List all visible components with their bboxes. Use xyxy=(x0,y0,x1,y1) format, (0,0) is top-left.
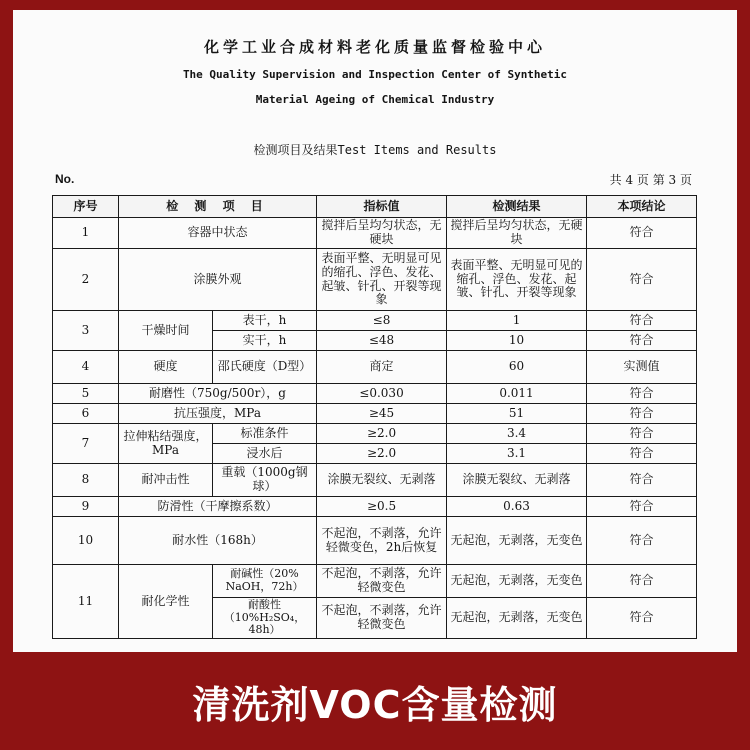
cell-result: 无起泡，无剥落，无变色 xyxy=(447,598,587,639)
cell-result: 0.63 xyxy=(447,497,587,517)
cell-conclusion: 符合 xyxy=(587,218,697,249)
header-title-en-line1: The Quality Supervision and Inspection Center of Synthetic xyxy=(182,68,568,81)
cell-conclusion: 符合 xyxy=(587,424,697,444)
table-row xyxy=(53,517,697,565)
cell-result: 51 xyxy=(447,404,587,424)
cell-item: 耐化学性 xyxy=(119,565,213,639)
page-info: 共 4 页 第 3 页 xyxy=(609,173,692,187)
cell-result: 3.1 xyxy=(447,444,587,464)
cell-result: 1 xyxy=(447,311,587,331)
bottom-banner xyxy=(0,652,750,750)
header-item: 检 测 项 目 xyxy=(119,196,317,218)
cell-spec: 搅拌后呈均匀状态，无硬块 xyxy=(317,218,447,249)
table-row xyxy=(53,351,697,384)
banner-title: 清洗剂VOC含量检测 xyxy=(192,682,558,727)
cell-spec: ≤0.030 xyxy=(317,384,447,404)
results-subtitle: 检测项目及结果Test Items and Results xyxy=(253,143,497,157)
cell-no: 9 xyxy=(53,497,119,517)
cell-no: 11 xyxy=(53,565,119,639)
cell-spec: 表面平整、无明显可见的缩孔、浮色、发花、起皱、针孔、开裂等现象 xyxy=(317,249,447,311)
cell-result: 搅拌后呈均匀状态，无硬块 xyxy=(447,218,587,249)
header-conclusion: 本项结论 xyxy=(587,196,697,218)
cell-no: 2 xyxy=(53,249,119,311)
cell-conclusion: 符合 xyxy=(587,598,697,639)
cell-item: 硬度 xyxy=(119,351,213,384)
cell-spec: ≤8 xyxy=(317,311,447,331)
cell-result: 无起泡，无剥落，无变色 xyxy=(447,517,587,565)
header-no: 序号 xyxy=(53,196,119,218)
frame-right xyxy=(737,0,750,652)
cell-item: 容器中状态 xyxy=(119,218,317,249)
cell-spec: ≥45 xyxy=(317,404,447,424)
cell-conclusion: 实测值 xyxy=(587,351,697,384)
cell-conclusion: 符合 xyxy=(587,404,697,424)
cell-spec: 涂膜无裂纹、无剥落 xyxy=(317,464,447,497)
cell-no: 3 xyxy=(53,311,119,351)
cell-item: 抗压强度，MPa xyxy=(119,404,317,424)
cell-subitem: 浸水后 xyxy=(213,444,317,464)
cell-no: 10 xyxy=(53,517,119,565)
cell-no: 4 xyxy=(53,351,119,384)
cell-spec: 不起泡，不剥落，允许轻微变色，2h后恢复 xyxy=(317,517,447,565)
cell-spec: 商定 xyxy=(317,351,447,384)
cell-spec: 不起泡，不剥落，允许轻微变色 xyxy=(317,598,447,639)
cell-subitem: 耐碱性（20% NaOH，72h） xyxy=(213,565,317,598)
cell-no: 7 xyxy=(53,424,119,464)
cell-item: 干燥时间 xyxy=(119,311,213,351)
cell-conclusion: 符合 xyxy=(587,249,697,311)
results-table xyxy=(52,195,697,639)
cell-subitem: 重载（1000g钢球） xyxy=(213,464,317,497)
cell-result: 无起泡，无剥落，无变色 xyxy=(447,565,587,598)
header-spec: 指标值 xyxy=(317,196,447,218)
table-row xyxy=(53,424,697,444)
cell-no: 6 xyxy=(53,404,119,424)
cell-result: 3.4 xyxy=(447,424,587,444)
table-row xyxy=(53,404,697,424)
cell-item: 拉伸粘结强度，MPa xyxy=(119,424,213,464)
document-page xyxy=(13,10,737,652)
table-header-row xyxy=(53,196,697,218)
cell-subitem: 耐酸性（10%H₂SO₄，48h） xyxy=(213,598,317,639)
cell-subitem: 表干，h xyxy=(213,311,317,331)
header-title-en-line2: Material Ageing of Chemical Industry xyxy=(255,93,495,106)
cell-result: 表面平整、无明显可见的缩孔、浮色、发花、起皱、针孔、开裂等现象 xyxy=(447,249,587,311)
cell-no: 8 xyxy=(53,464,119,497)
report-number-label: No. xyxy=(55,172,75,186)
cell-result: 0.011 xyxy=(447,384,587,404)
cell-subitem: 邵氏硬度（D型） xyxy=(213,351,317,384)
cell-conclusion: 符合 xyxy=(587,565,697,598)
cell-conclusion: 符合 xyxy=(587,331,697,351)
table-row xyxy=(53,249,697,311)
cell-conclusion: 符合 xyxy=(587,517,697,565)
cell-conclusion: 符合 xyxy=(587,444,697,464)
header-title-cn: 化学工业合成材料老化质量监督检验中心 xyxy=(203,38,546,56)
table-row xyxy=(53,311,697,331)
header-result: 检测结果 xyxy=(447,196,587,218)
cell-item: 涂膜外观 xyxy=(119,249,317,311)
cell-spec: 不起泡，不剥落，允许轻微变色 xyxy=(317,565,447,598)
table-row xyxy=(53,497,697,517)
cell-result: 10 xyxy=(447,331,587,351)
cell-subitem: 实干，h xyxy=(213,331,317,351)
cell-conclusion: 符合 xyxy=(587,311,697,331)
cell-item: 耐水性（168h） xyxy=(119,517,317,565)
cell-conclusion: 符合 xyxy=(587,384,697,404)
cell-result: 60 xyxy=(447,351,587,384)
table-row xyxy=(53,464,697,497)
cell-spec: ≥2.0 xyxy=(317,444,447,464)
table-row xyxy=(53,218,697,249)
table-row xyxy=(53,384,697,404)
cell-no: 5 xyxy=(53,384,119,404)
cell-spec: ≤48 xyxy=(317,331,447,351)
cell-result: 涂膜无裂纹、无剥落 xyxy=(447,464,587,497)
cell-item: 耐冲击性 xyxy=(119,464,213,497)
frame-top xyxy=(0,0,750,10)
cell-conclusion: 符合 xyxy=(587,497,697,517)
cell-subitem: 标准条件 xyxy=(213,424,317,444)
table-row xyxy=(53,565,697,598)
frame-left xyxy=(0,0,13,652)
cell-item: 耐磨性（750g/500r），g xyxy=(119,384,317,404)
cell-item: 防滑性（干摩擦系数） xyxy=(119,497,317,517)
cell-spec: ≥2.0 xyxy=(317,424,447,444)
cell-conclusion: 符合 xyxy=(587,464,697,497)
cell-no: 1 xyxy=(53,218,119,249)
cell-spec: ≥0.5 xyxy=(317,497,447,517)
